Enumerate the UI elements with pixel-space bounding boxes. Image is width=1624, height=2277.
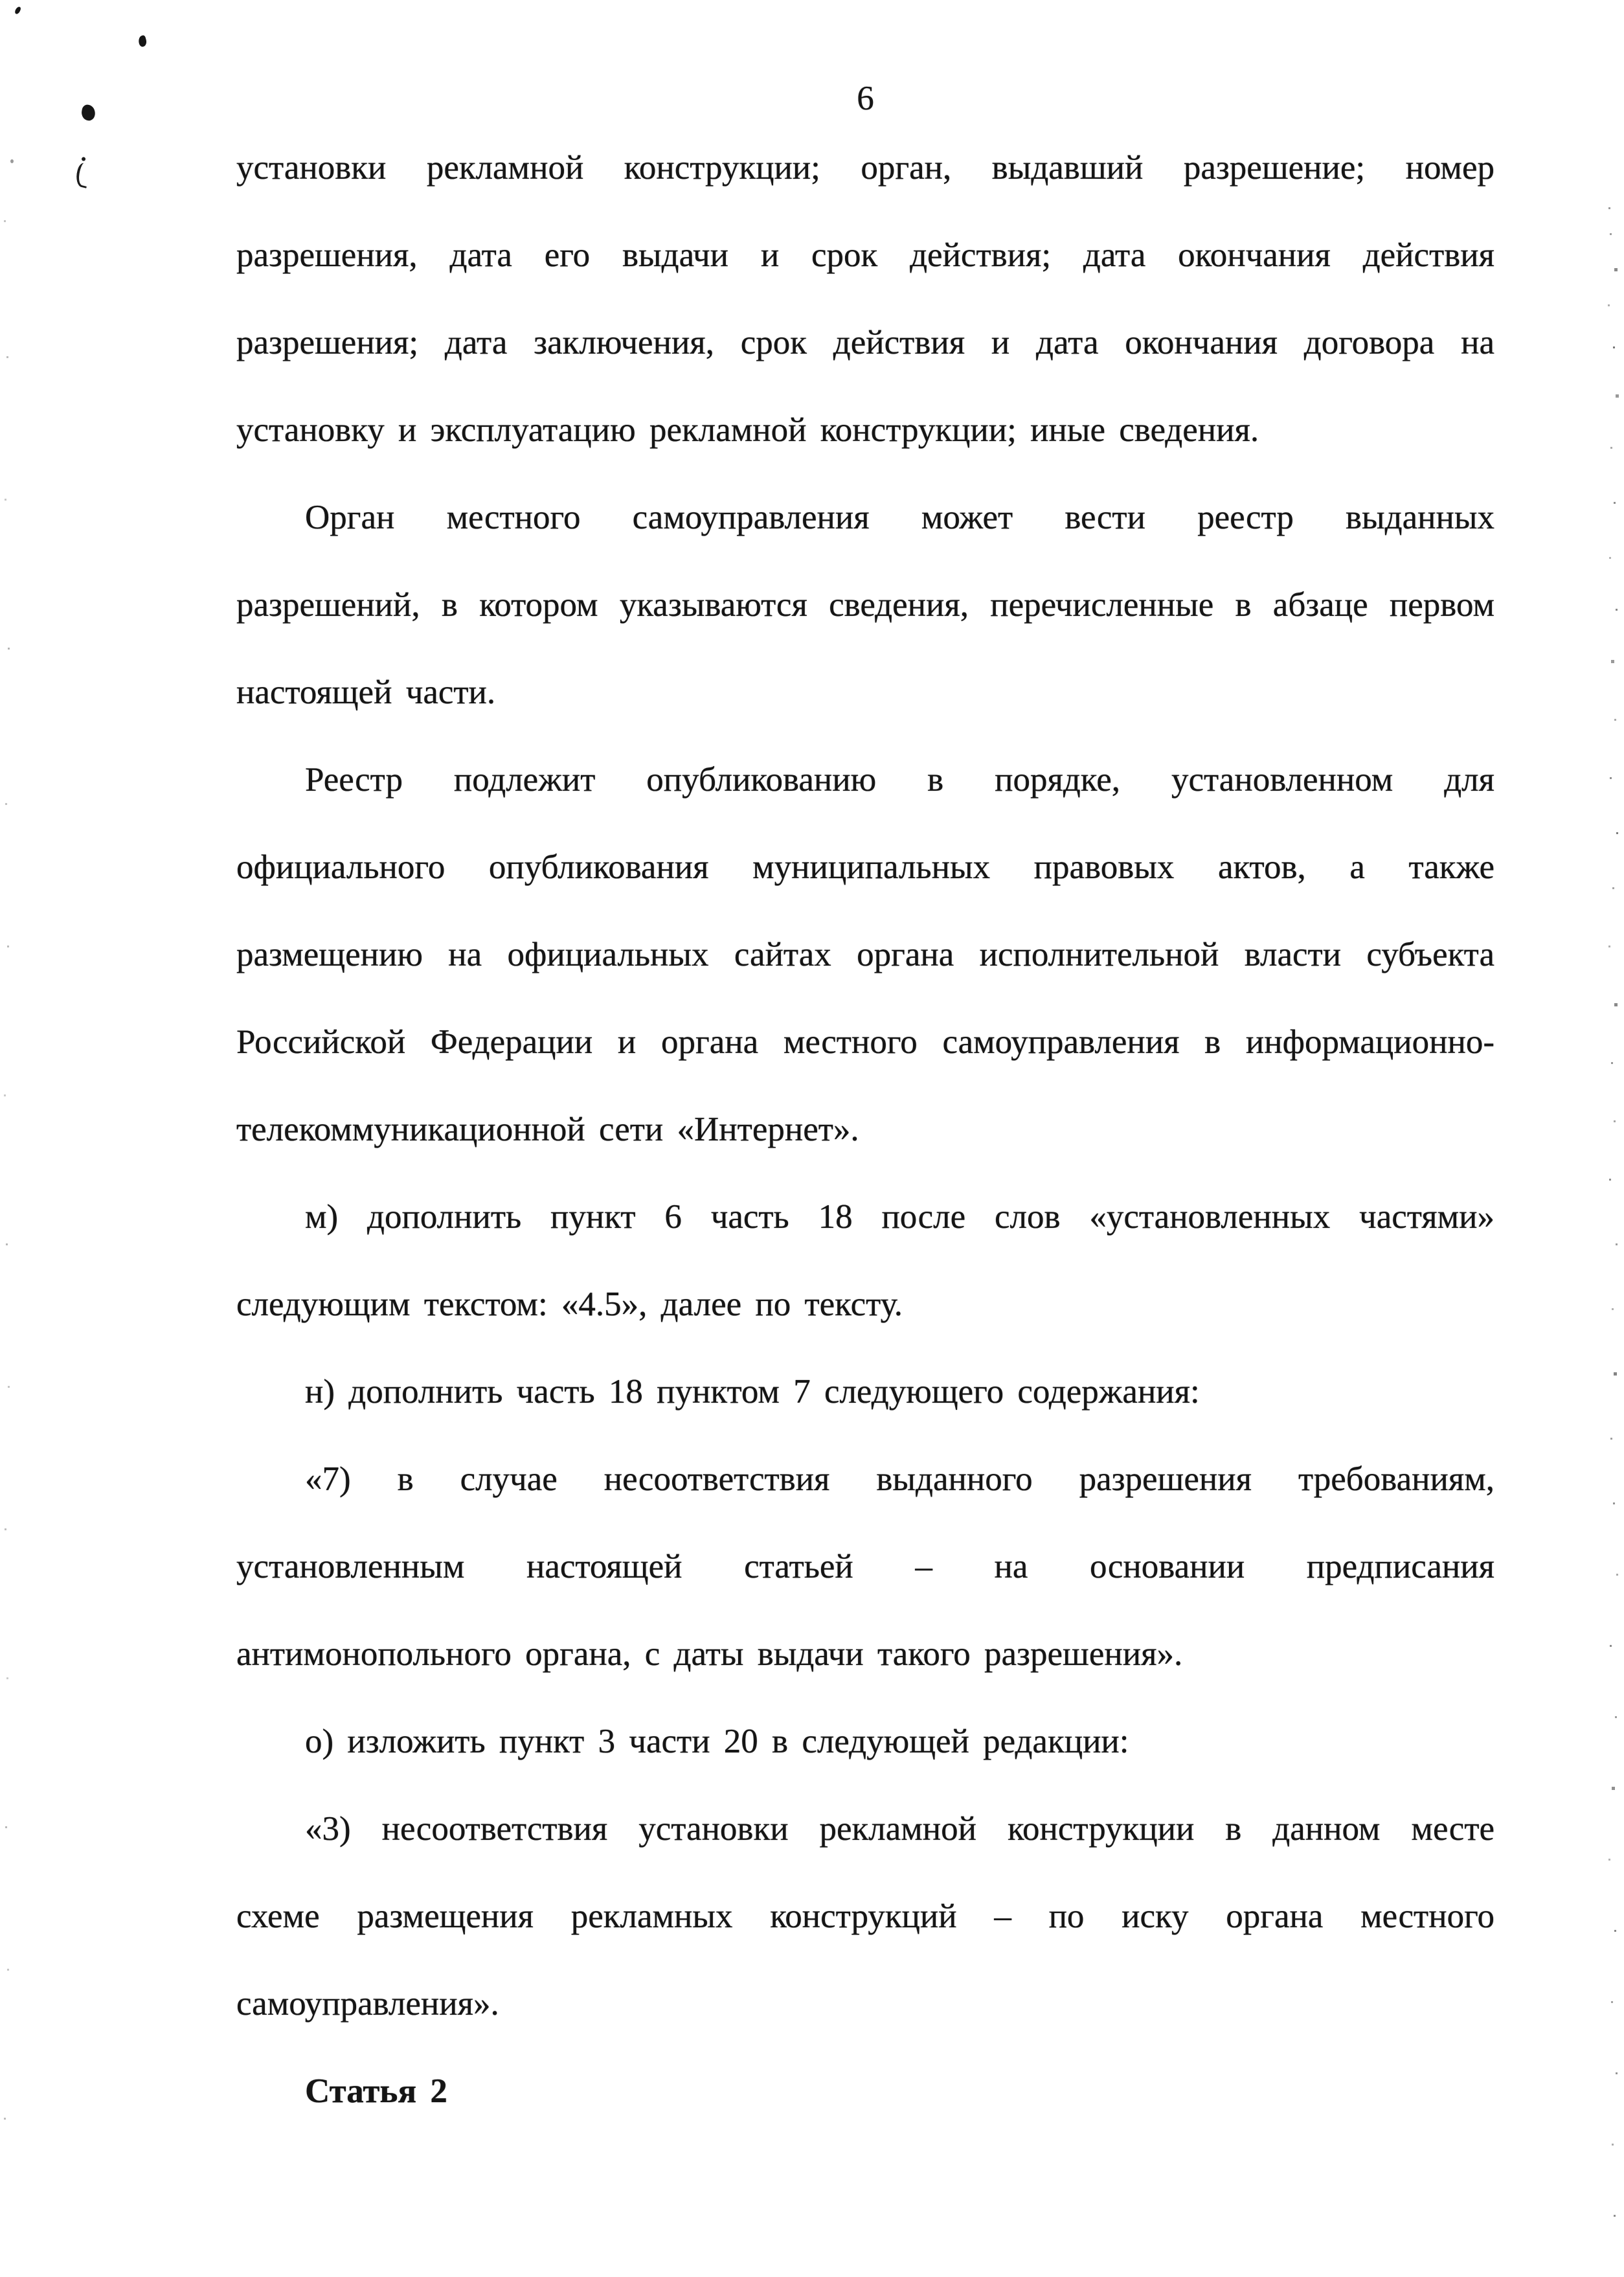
document-line: о) изложить пункт 3 части 20 в следующей редакции:	[305, 1723, 1129, 1760]
scan-edge-noise	[1608, 207, 1610, 209]
document-line: установку и эксплуатацию рекламной конструкции; иные сведения.	[236, 411, 1259, 449]
document-line: телекоммуникационной сети «Интернет».	[236, 1111, 859, 1148]
document-line: Реестр подлежит опубликованию в порядке, установленном для	[305, 761, 1494, 799]
document-line: следующим текстом: «4.5», далее по тексту.	[236, 1286, 903, 1323]
document-line: разрешений, в котором указываются сведения, перечисленные в абзаце первом	[236, 586, 1494, 624]
document-line: официального опубликования муниципальных правовых актов, а также	[236, 848, 1494, 886]
document-line: Орган местного самоуправления может вести реестр выданных	[305, 499, 1494, 536]
margin-squiggle-mark	[74, 162, 92, 188]
scan-edge-noise	[4, 220, 6, 222]
document-line: н) дополнить часть 18 пунктом 7 следующего содержания:	[305, 1373, 1200, 1410]
ink-speck	[14, 6, 21, 15]
document-line: «7) в случае несоответствия выданного разрешения требованиям,	[305, 1460, 1494, 1498]
ink-speck	[10, 159, 14, 163]
document-line: разрешения, дата его выдачи и срок действия; дата окончания действия	[236, 236, 1494, 274]
document-line: установленным настоящей статьей – на основании предписания	[236, 1548, 1494, 1585]
ink-speck	[137, 35, 148, 48]
text-block	[236, 124, 1494, 2135]
document-line: установки рекламной конструкции; орган, выдавший разрешение; номер	[236, 149, 1494, 187]
document-line: антимонопольного органа, с даты выдачи такого разрешения».	[236, 1635, 1183, 1673]
document-line: «3) несоответствия установки рекламной конструкции в данном месте	[305, 1810, 1494, 1848]
document-line: размещению на официальных сайтах органа исполнительной власти субъекта	[236, 936, 1494, 973]
document-line: разрешения; дата заключения, срок действия и дата окончания договора на	[236, 324, 1494, 361]
ink-speck	[80, 104, 96, 121]
document-line: схеме размещения рекламных конструкций – по иску органа местного	[236, 1898, 1494, 1935]
document-line: Российской Федерации и органа местного самоуправления в информационно-	[236, 1023, 1494, 1061]
article-heading: Статья 2	[305, 2072, 447, 2110]
document-line: самоуправления».	[236, 1985, 499, 2022]
page-number: 6	[857, 80, 874, 117]
document-line: настоящей части.	[236, 674, 496, 711]
document-line: м) дополнить пункт 6 часть 18 после слов «установленных частями»	[305, 1198, 1494, 1236]
